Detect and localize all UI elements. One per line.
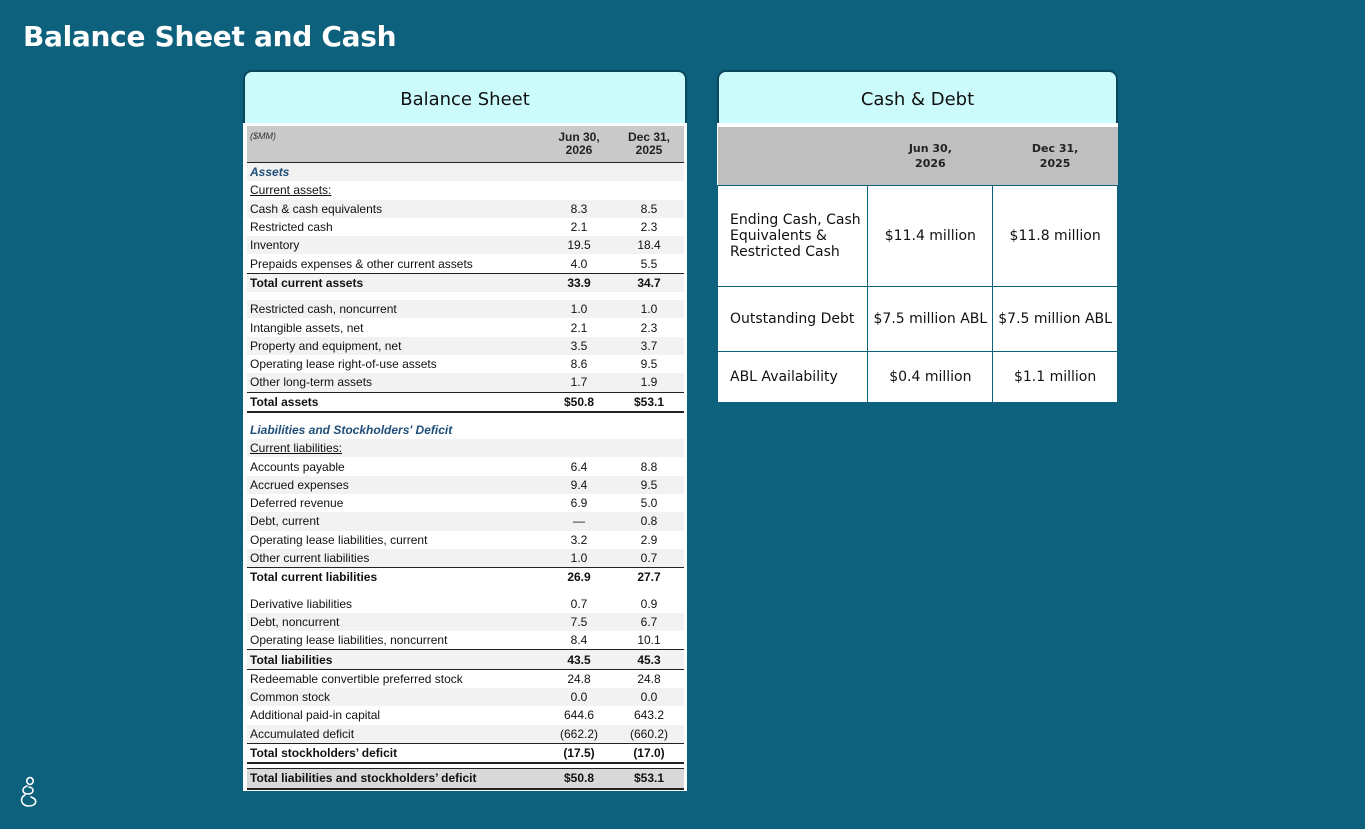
value-jun-2026: 1.7 [570,375,588,390]
value-jun-2026: 9.4 [570,477,588,492]
row-label: ABL Availability [718,352,868,403]
value-jun-2026: 6.4 [570,459,588,474]
total-row [247,567,684,586]
value-dec-2025: 5.5 [640,256,658,271]
row-label [247,423,544,437]
row-spacer [247,587,684,595]
value-jun-2026: 24.8 [567,671,591,686]
row-label-text: Restricted cash [250,220,333,235]
row-spacer [247,413,684,421]
table-row [247,613,684,631]
value-jun-2026: 4.0 [570,256,588,271]
subsection-heading [247,181,684,199]
value-jun-2026: 2.1 [570,220,588,235]
row-label [247,238,544,252]
value-dec-2025: 8.8 [640,459,658,474]
value-jun-2026: 8.4 [570,633,588,648]
table-row [247,300,684,318]
value-dec-2025: 34.7 [637,275,661,290]
blank-header-cell [718,125,868,186]
grand-total-row [247,768,684,789]
total-row [247,649,684,668]
table-row [247,373,684,391]
value-dec-2025: 0.0 [640,690,658,705]
row-label-text: Debt, current [250,514,320,529]
value-dec-2025: 2.9 [640,532,658,547]
row-label [247,570,544,584]
row-label [247,339,544,353]
value-jun-2026: 19.5 [567,238,591,253]
column-dec-2025: Dec 31, 2025 [627,130,671,157]
value-dec-2025: 2.3 [640,220,658,235]
table-row [247,236,684,254]
row-label-text: Current liabilities: [250,441,343,456]
table-row [247,631,684,649]
row-label [247,165,544,179]
table-row [247,549,684,567]
table-row [247,725,684,743]
value-dec-2025: $11.8 million [993,186,1118,287]
section-heading [247,163,684,181]
row-label-text: Accumulated deficit [250,726,355,741]
row-label-text: Additional paid-in capital [250,708,381,723]
value-jun-2026: 3.2 [570,532,588,547]
row-label [247,496,544,510]
row-spacer [247,292,684,300]
row-label [247,220,544,234]
cash-debt-row [718,352,1118,403]
column-jun-2026: Jun 30, 2026 [868,125,993,186]
value-dec-2025: $7.5 million ABL [993,287,1118,352]
row-label [247,357,544,371]
table-row [247,669,684,688]
balance-sheet-column-header [247,126,684,163]
table-row [247,494,684,512]
row-label-text: Total assets [250,394,319,409]
cash-debt-header-row [718,125,1118,186]
row-label-text: Total current assets [250,275,364,290]
table-row [247,476,684,494]
value-dec-2025: $1.1 million [993,352,1118,403]
value-jun-2026: 2.1 [570,320,588,335]
value-dec-2025: 1.0 [640,302,658,317]
table-row [247,457,684,475]
row-label-text: Total stockholders’ deficit [250,746,398,761]
table-row [247,318,684,336]
row-label-text: Current assets: [250,183,332,198]
column-dec-2025: Dec 31, 2025 [993,125,1118,186]
value-dec-2025: 0.9 [640,596,658,611]
row-label [247,672,544,686]
row-label [247,615,544,629]
page-title: Balance Sheet and Cash [23,20,397,53]
row-label [247,771,544,785]
total-row [247,273,684,292]
value-jun-2026: 1.0 [570,302,588,317]
table-row [247,200,684,218]
value-dec-2025: 0.8 [640,514,658,529]
row-label [247,276,544,290]
row-label-text: Total liabilities and stockholders’ deficit [250,771,477,786]
row-label [247,460,544,474]
value-jun-2026: (17.5) [563,746,595,761]
row-label [247,533,544,547]
value-dec-2025: 27.7 [637,570,661,585]
value-dec-2025: 24.8 [637,671,661,686]
row-label-text: Cash & cash equivalents [250,201,383,216]
value-dec-2025: (17.0) [633,746,665,761]
total-row [247,743,684,764]
row-label-text: Prepaids expenses & other current assets [250,256,473,271]
row-label-text: Assets [250,165,290,180]
row-label-text: Property and equipment, net [250,338,402,353]
table-row [247,688,684,706]
value-jun-2026: 8.6 [570,357,588,372]
row-label-text: Liabilities and Stockholders' Deficit [250,423,453,437]
value-jun-2026: $0.4 million [868,352,993,403]
value-dec-2025: 8.5 [640,201,658,216]
value-dec-2025: 45.3 [637,652,661,667]
row-label [247,551,544,565]
table-row [247,254,684,272]
row-label-text: Total liabilities [250,652,333,667]
row-label-text: Common stock [250,690,331,705]
value-dec-2025: $53.1 [633,394,665,409]
row-label [247,514,544,528]
value-jun-2026: 33.9 [567,275,591,290]
column-jun-2026: Jun 30, 2026 [558,130,600,157]
row-label-text: Other current liabilities [250,551,370,566]
total-row [247,392,684,413]
row-label [247,257,544,271]
value-jun-2026: — [573,514,585,529]
value-dec-2025: $53.1 [633,771,665,786]
table-row [247,512,684,530]
row-label-text: Inventory [250,238,300,253]
row-label [247,375,544,389]
value-jun-2026: $11.4 million [868,186,993,287]
row-label-text: Redeemable convertible preferred stock [250,671,463,686]
value-jun-2026: 0.0 [570,690,588,705]
row-label-text: Deferred revenue [250,496,344,511]
value-dec-2025: 6.7 [640,614,658,629]
row-label-text: Intangible assets, net [250,320,364,335]
row-label [247,727,544,741]
row-label-text: Total current liabilities [250,570,378,585]
row-label [247,441,544,455]
row-label: Outstanding Debt [718,287,868,352]
row-label-text: Other long-term assets [250,375,373,390]
value-jun-2026: 1.0 [570,551,588,566]
value-jun-2026: 644.6 [563,708,595,723]
value-dec-2025: 9.5 [640,477,658,492]
cash-debt-row [718,287,1118,352]
value-jun-2026: 6.9 [570,496,588,511]
row-label [247,633,544,647]
value-dec-2025: 0.7 [640,551,658,566]
row-label-text: Operating lease right-of-use assets [250,357,437,372]
value-dec-2025: 3.7 [640,338,658,353]
balance-sheet-header: Balance Sheet [243,70,687,123]
value-jun-2026: $50.8 [563,394,595,409]
row-label [247,202,544,216]
balance-sheet-body [247,163,684,790]
row-label-text: Accrued expenses [250,477,349,492]
unit-label: ($MM) [250,131,276,141]
value-dec-2025: 643.2 [633,708,665,723]
value-jun-2026: 3.5 [570,338,588,353]
row-label [247,395,544,409]
table-row [247,355,684,373]
cash-debt-table [717,123,1118,403]
value-jun-2026: $50.8 [563,771,595,786]
value-jun-2026: 26.9 [567,570,591,585]
value-dec-2025: (660.2) [629,726,669,741]
company-logo [19,775,41,809]
table-row [247,337,684,355]
row-label [247,708,544,722]
row-label-text: Debt, noncurrent [250,614,340,629]
value-dec-2025: 2.3 [640,320,658,335]
row-label-text: Derivative liabilities [250,596,353,611]
row-label-text: Restricted cash, noncurrent [250,302,397,317]
table-row [247,531,684,549]
value-jun-2026: 0.7 [570,596,588,611]
row-label [247,597,544,611]
row-label [247,746,544,760]
value-dec-2025: 10.1 [637,633,661,648]
cash-debt-header: Cash & Debt [717,70,1118,123]
value-jun-2026: 7.5 [570,614,588,629]
value-dec-2025: 1.9 [640,375,658,390]
value-dec-2025: 9.5 [640,357,658,372]
value-jun-2026: (662.2) [559,726,599,741]
row-label [247,653,544,667]
cash-debt-row [718,186,1118,287]
row-label [247,321,544,335]
value-dec-2025: 18.4 [637,238,661,253]
row-label-text: Operating lease liabilities, noncurrent [250,633,448,648]
row-label [247,478,544,492]
row-label [247,302,544,316]
value-jun-2026: 43.5 [567,652,591,667]
balance-sheet-table [243,123,687,791]
value-jun-2026: $7.5 million ABL [868,287,993,352]
table-row [247,218,684,236]
table-row [247,595,684,613]
section-heading [247,421,684,439]
row-label: Ending Cash, Cash Equivalents & Restricted Cash [718,186,868,287]
value-dec-2025: 5.0 [640,496,658,511]
subsection-heading [247,439,684,457]
row-label-text: Operating lease liabilities, current [250,532,428,547]
row-label-text: Accounts payable [250,459,345,474]
value-jun-2026: 8.3 [570,201,588,216]
row-label [247,183,544,197]
row-label [247,690,544,704]
table-row [247,706,684,724]
